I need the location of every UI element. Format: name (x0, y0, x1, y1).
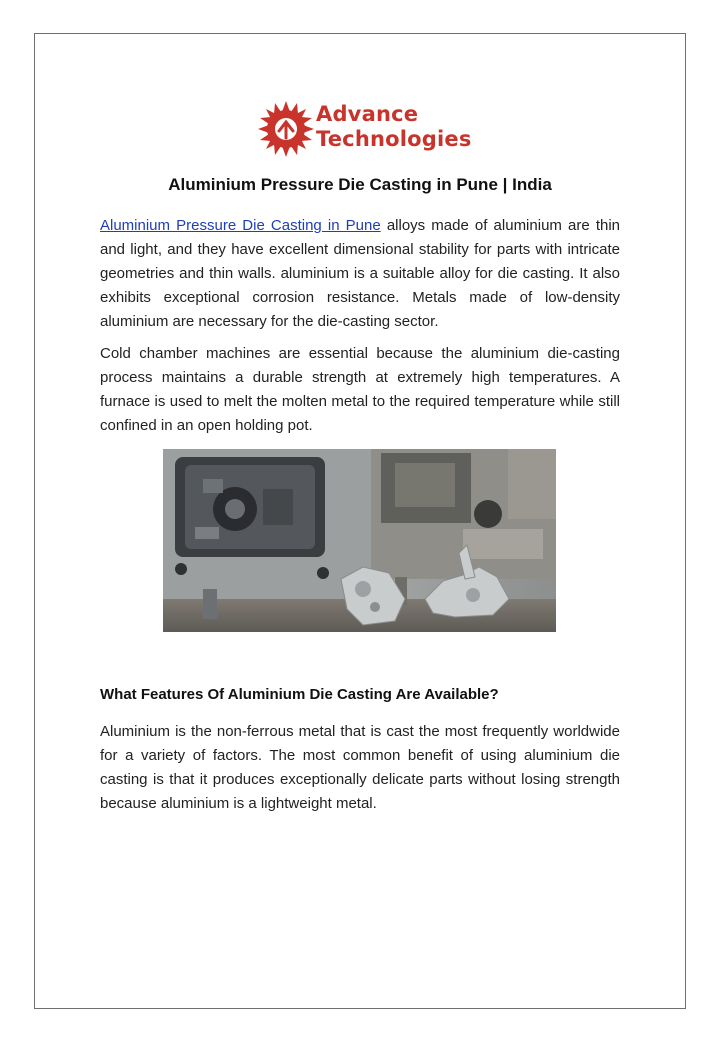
logo-wordmark (316, 102, 472, 152)
features-paragraph: Aluminium is the non-ferrous metal that is cast the most frequently worldwide for a variety of factors. The most common benefit of using aluminium die casting is that it produces exceptionally delicate parts without losing strength because aluminium is a lightweight metal. (100, 723, 620, 812)
logo-line-2: Technologies (316, 127, 472, 151)
intro-paragraph-text: alloys made of aluminium are thin and light, and they have excellent dimensional stability for parts with intricate geometries and thin walls. aluminium is a suitable alloy for die casting. It also exhibits exceptional corrosion resistance. Metals made of low-density aluminium are necessary for the die-casting sector. (100, 217, 621, 330)
cold-chamber-paragraph: Cold chamber machines are essential because the aluminium die-casting process maintains a durable strength at extremely high temperatures. A furnace is used to melt the molten metal to the required temperature while still confined in an open holding pot. (100, 345, 620, 434)
page-title: Aluminium Pressure Die Casting in Pune | India (168, 175, 552, 194)
die-casting-link[interactable]: Aluminium Pressure Die Casting in Pune (100, 217, 381, 234)
gear-logo-icon (257, 100, 315, 158)
intro-paragraph (100, 214, 620, 334)
company-logo (257, 100, 472, 158)
logo-line-1: Advance (316, 102, 419, 126)
die-casting-machine-photo (163, 449, 556, 632)
section-heading: What Features Of Aluminium Die Casting Are Available? (100, 686, 499, 703)
